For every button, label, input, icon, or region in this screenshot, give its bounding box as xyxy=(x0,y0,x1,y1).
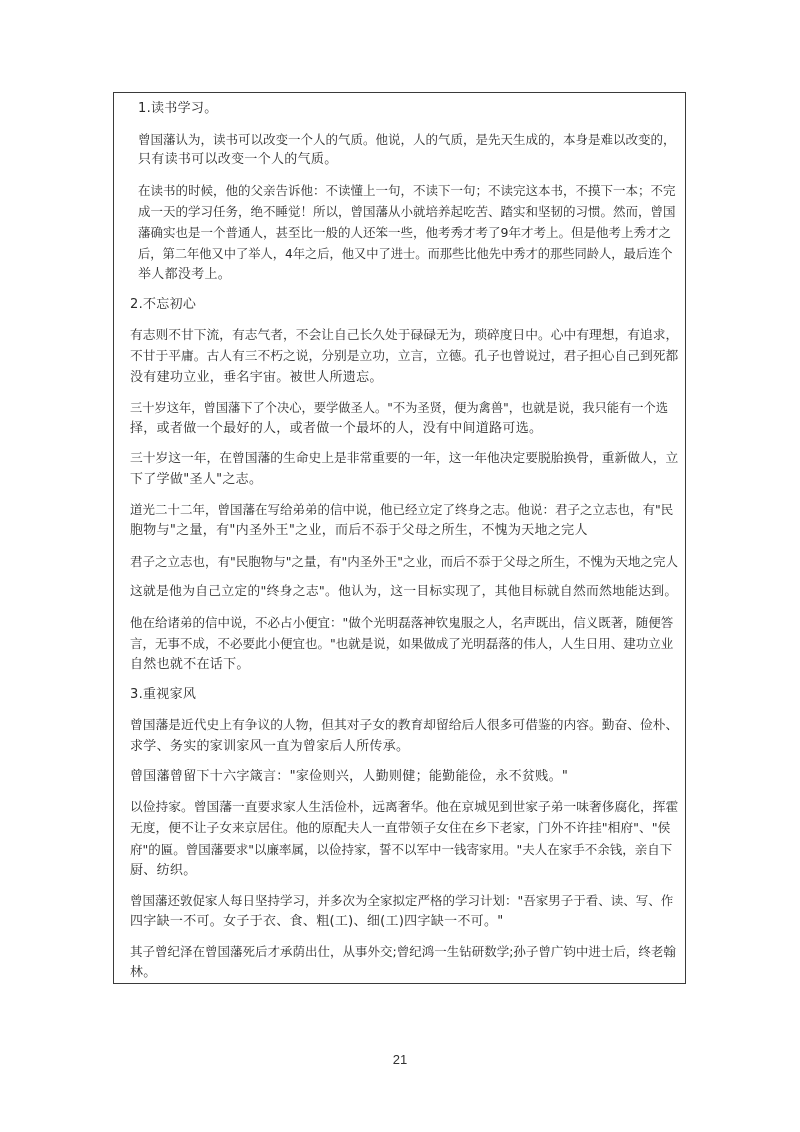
section-heading: 3.重视家风 xyxy=(130,687,197,702)
page-number: 21 xyxy=(392,1052,408,1067)
paragraph-line: 他在给诸弟的信中说，不必占小便宜："做个光明磊落神钦鬼服之人，名声既出，信义既著，随便答 xyxy=(130,615,674,630)
paragraph-line: 藩确实也是一个普通人，甚至比一般的人还笨一些，他考秀才考了9年才考上。但是他考上秀才之 xyxy=(138,225,671,240)
paragraph-line: 求学、务实的家训家风一直为曾家后人所传承。 xyxy=(130,739,410,754)
paragraph-line: 后，第二年他又中了举人，4年之后，他又中了进士。而那些比他先中秀才的那些同龄人，最后连个 xyxy=(138,247,673,261)
paragraph-line: 下了学做"圣人"之志。 xyxy=(130,472,263,487)
paragraph-line: 只有读书可以改变一个人的气质。 xyxy=(138,152,338,167)
section-heading: 1.读书学习。 xyxy=(138,101,218,116)
paragraph-line: 其子曾纪泽在曾国藩死后才承荫出仕，从事外交;曾纪鸿一生钻研数学;孙子曾广钧中进士后，终老翰 xyxy=(130,944,676,959)
paragraph-line: 成一天的学习任务，绝不睡觉！所以，曾国藩从小就培养起吃苦、踏实和坚韧的习惯。然而，曾国 xyxy=(138,204,676,219)
section-heading: 2.不忘初心 xyxy=(130,297,197,312)
paragraph-line: 曾国藩认为，读书可以改变一个人的气质。他说，人的气质，是先天生成的，本身是难以改变的， xyxy=(138,132,676,147)
paragraph-line: 言，无事不成，不必要此小便宜也。"也就是说，如果做成了光明磊落的伟人，人生日用、建功立业 xyxy=(130,636,674,651)
paragraph-line: 有志则不甘下流，有志气者，不会让自己长久处于碌碌无为，琐碎度日中。心中有理想，有追求， xyxy=(130,328,679,343)
paragraph-line: 举人都没考上。 xyxy=(138,267,232,282)
paragraph-line: 厨、纺织。 xyxy=(130,863,197,878)
paragraph-line: 四字缺一不可。女子于衣、食、粗(工)、细(工)四字缺一不可。" xyxy=(130,914,504,929)
paragraph-line: 曾国藩曾留下十六字箴言："家俭则兴，人勤则健；能勤能俭，永不贫贱。" xyxy=(130,769,569,784)
paragraph-line: 在读书的时候，他的父亲告诉他：不读懂上一句，不读下一句；不读完这本书，不摸下一本；不完 xyxy=(138,183,676,198)
paragraph-line: 林。 xyxy=(130,965,157,980)
paragraph-line: 没有建功立业，垂名宇宙。被世人所遗忘。 xyxy=(130,370,383,385)
paragraph-line: 这就是他为自己立定的"终身之志"。他认为，这一目标实现了，其他目标就自然而然地能达到。 xyxy=(130,584,678,599)
paragraph-line: 三十岁这年，曾国藩下了个决心，要学做圣人。"不为圣贤，便为禽兽"，也就是说，我只能有一个选 xyxy=(130,401,669,415)
paragraph-line: 无度，便不让子女来京居住。他的原配夫人一直带领子女住在乡下老家，门外不许挂"相府"、"侯 xyxy=(130,821,671,836)
paragraph-line: 曾国藩是近代史上有争议的人物，但其对子女的教育却留给后人很多可借鉴的内容。勤奋、俭朴、 xyxy=(130,718,679,733)
paragraph-line: 择，或者做一个最好的人，或者做一个最坏的人，没有中间道路可选。 xyxy=(130,421,543,436)
paragraph-line: 三十岁这一年，在曾国藩的生命史上是非常重要的一年，这一年他决定要脱胎换骨，重新做人，立 xyxy=(130,451,679,466)
paragraph-line: 府"的匾。曾国藩要求"以廉率属，以俭持家，誓不以军中一钱寄家用。"夫人在家手不余钱，亲自下 xyxy=(130,842,673,857)
paragraph-line: 胞物与"之量，有"内圣外王"之业，而后不忝于父母之所生，不愧为天地之完人 xyxy=(130,523,588,538)
paragraph-line: 曾国藩还敦促家人每日坚持学习，并多次为全家拟定严格的学习计划："吾家男子于看、读、写、作 xyxy=(130,893,674,908)
paragraph-line: 以俭持家。曾国藩一直要求家人生活俭朴，远离奢华。他在京城见到世家子弟一味奢侈腐化，挥霍 xyxy=(130,800,679,815)
paragraph-line: 道光二十二年，曾国藩在写给弟弟的信中说，他已经立定了终身之志。他说：君子之立志也，有"民 xyxy=(130,502,674,517)
paragraph-line: 不甘于平庸。古人有三不朽之说，分别是立功，立言，立德。孔子也曾说过，君子担心自己到死都 xyxy=(130,349,679,364)
paragraph-line: 自然也就不在话下。 xyxy=(130,657,250,672)
paragraph-line: 君子之立志也，有"民胞物与"之量，有"内圣外王"之业，而后不忝于父母之所生，不愧为天地之完人 xyxy=(130,554,678,569)
